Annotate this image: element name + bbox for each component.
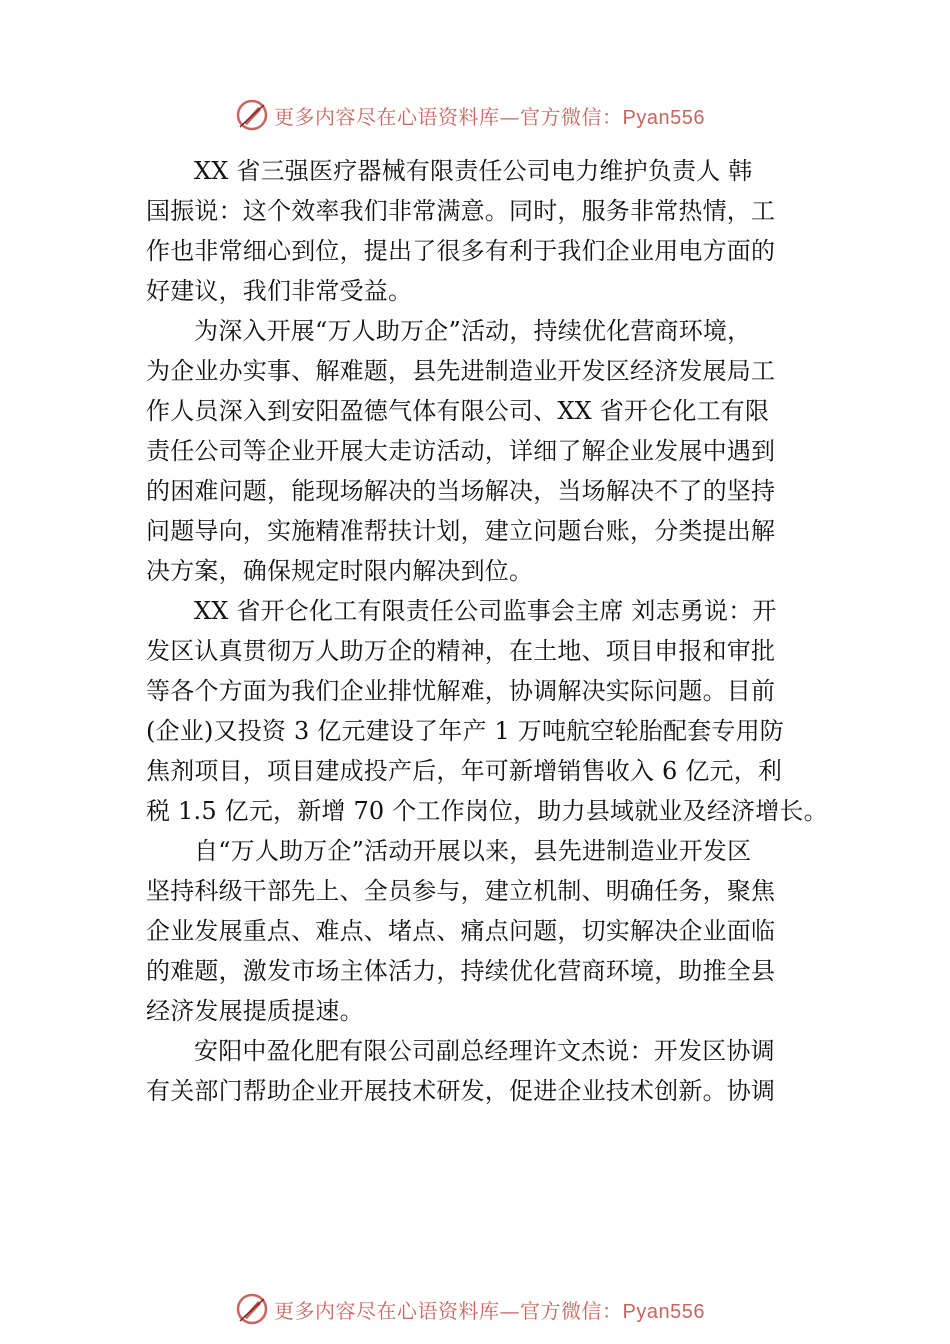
text-line: 等各个方面为我们企业排忧解难，协调解决实际问题。目前 [146, 677, 776, 705]
text-line: 企业发展重点、难点、堵点、痛点问题，切实解决企业面临 [146, 917, 776, 945]
footer-watermark [234, 1291, 705, 1327]
text-line: 焦剂项目，项目建成投产后，年可新增销售收入 6 亿元，利 [146, 757, 783, 785]
text-line: 为深入开展“万人助万企”活动，持续优化营商环境， [194, 317, 752, 345]
text-line: 好建议，我们非常受益。 [146, 277, 413, 305]
header-watermark [234, 97, 705, 133]
text-line: XX 省开仑化工有限责任公司监事会主席 刘志勇说：开 [194, 597, 777, 625]
text-line: 国振说：这个效率我们非常满意。同时，服务非常热情，工 [146, 197, 776, 225]
text-line: 发区认真贯彻万人助万企的精神，在土地、项目申报和审批 [146, 637, 776, 665]
text-line: 的难题，激发市场主体活力，持续优化营商环境，助推全县 [146, 957, 776, 985]
watermark-text: 更多内容尽在心语资料库—官方微信：Pyan556 [274, 1298, 705, 1323]
text-line: 为企业办实事、解难题，县先进制造业开发区经济发展局工 [146, 357, 776, 385]
paragraph [146, 831, 836, 1031]
paragraph [146, 311, 836, 591]
text-line: 税 1.5 亿元，新增 70 个工作岗位，助力县域就业及经济增长。 [146, 797, 828, 825]
text-line: 有关部门帮助企业开展技术研发，促进企业技术创新。协调 [146, 1077, 776, 1105]
watermark-handle: Pyan556 [622, 1300, 705, 1323]
quill-pen-circle-icon [234, 97, 270, 133]
text-line: 责任公司等企业开展大走访活动，详细了解企业发展中遇到 [146, 437, 776, 465]
text-line: 决方案，确保规定时限内解决到位。 [146, 557, 534, 585]
watermark-text: 更多内容尽在心语资料库—官方微信：Pyan556 [274, 104, 705, 129]
text-line: 自“万人助万企”活动开展以来，县先进制造业开发区 [194, 837, 752, 865]
text-line: 经济发展提质提速。 [146, 997, 364, 1025]
text-line: 安阳中盈化肥有限公司副总经理许文杰说：开发区协调 [194, 1037, 775, 1065]
text-line: XX 省三强医疗器械有限责任公司电力维护负责人 韩 [194, 157, 753, 185]
paragraph [146, 591, 836, 831]
text-line: 坚持科级干部先上、全员参与，建立机制、明确任务，聚焦 [146, 877, 776, 905]
text-line: (企业)又投资 3 亿元建设了年产 1 万吨航空轮胎配套专用防 [146, 717, 784, 745]
paragraph [146, 1031, 836, 1111]
text-line: 作也非常细心到位，提出了很多有利于我们企业用电方面的 [146, 237, 776, 265]
text-line: 作人员深入到安阳盈德气体有限公司、XX 省开仑化工有限 [146, 397, 770, 425]
document-body [146, 151, 836, 1111]
quill-pen-circle-icon [234, 1291, 270, 1327]
text-line: 问题导向，实施精准帮扶计划，建立问题台账，分类提出解 [146, 517, 776, 545]
paragraph [146, 151, 836, 311]
watermark-handle: Pyan556 [622, 106, 705, 129]
text-line: 的困难问题，能现场解决的当场解决，当场解决不了的坚持 [146, 477, 776, 505]
